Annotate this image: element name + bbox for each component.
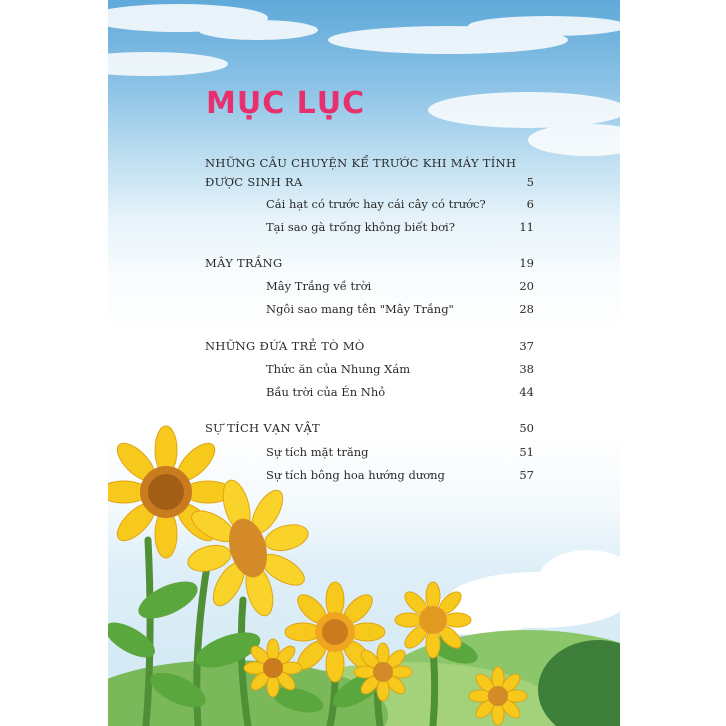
section-1-title-line-2: ĐƯỢC SINH RA (205, 175, 303, 189)
book-page (108, 0, 620, 726)
section-4-item-2: Sự tích bông hoa hướng dương (266, 468, 445, 482)
section-3-item-1: Thức ăn của Nhung Xám (266, 362, 411, 376)
section-3-item-2-page: 44 (519, 385, 534, 399)
section-4-item-1-page: 51 (519, 445, 534, 459)
section-2-page: 19 (519, 256, 534, 270)
section-2-item-2-page: 28 (519, 302, 534, 316)
section-4-item-1: Sự tích mặt trăng (266, 445, 369, 459)
section-3-page: 37 (519, 339, 534, 353)
section-3-item-1-page: 38 (519, 362, 534, 376)
section-3-item-2: Bầu trời của Én Nhỏ (266, 385, 386, 399)
section-1-item-1-page: 6 (526, 197, 534, 211)
section-2-title: MÂY TRẮNG (205, 256, 283, 270)
section-1-item-2-page: 11 (519, 220, 534, 234)
table-of-contents (108, 0, 620, 726)
section-1-title-line-1: NHỮNG CÂU CHUYỆN KỂ TRƯỚC KHI MÁY TÍNH (205, 156, 517, 170)
section-2-item-1: Mây Trắng về trời (266, 279, 372, 293)
section-1-item-2: Tại sao gà trống không biết bơi? (266, 220, 455, 234)
section-1-item-1: Cái hạt có trước hay cái cây có trước? (266, 197, 486, 211)
section-4-item-2-page: 57 (519, 468, 534, 482)
section-1-page: 5 (526, 175, 534, 189)
page-title: MỤC LỤC (206, 86, 366, 121)
section-2-item-1-page: 20 (519, 279, 534, 293)
section-4-page: 50 (519, 421, 534, 435)
section-4-title: SỰ TÍCH VẠN VẬT (205, 421, 321, 435)
section-2-item-2: Ngôi sao mang tên "Mây Trắng" (266, 302, 454, 316)
section-3-title: NHỮNG ĐỨA TRẺ TÒ MÒ (205, 339, 365, 353)
